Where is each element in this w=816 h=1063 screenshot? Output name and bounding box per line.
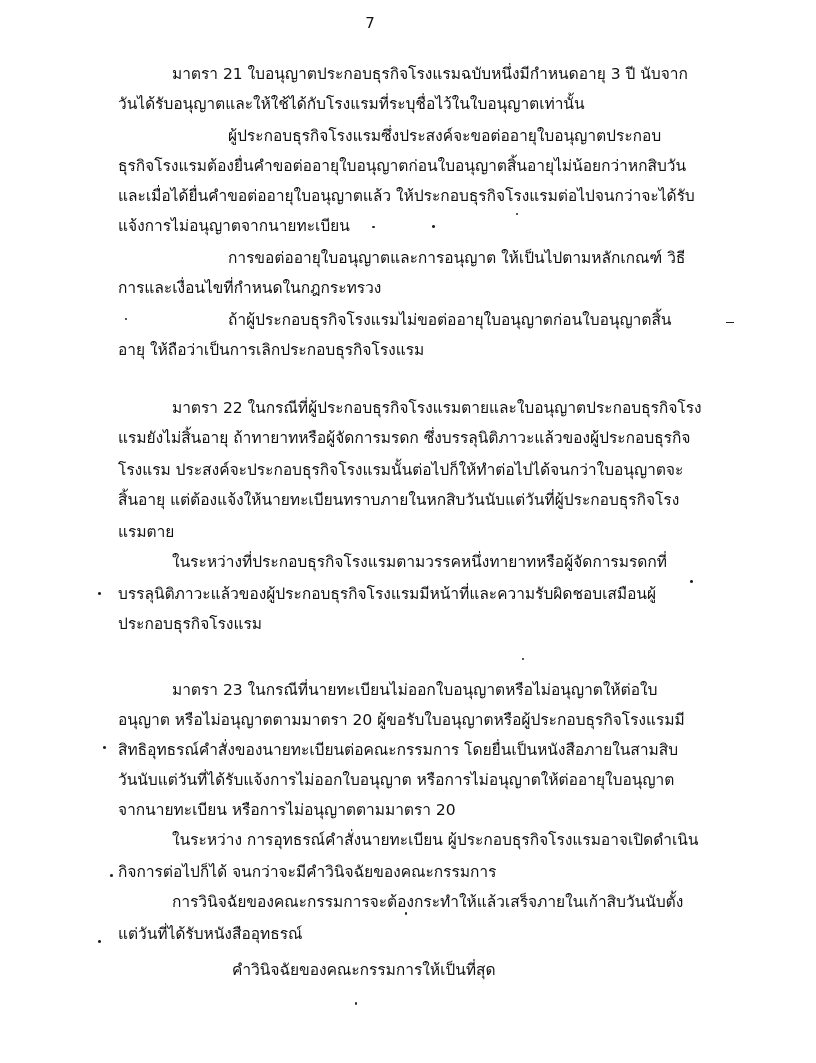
text-line: กิจการต่อไปก็ได้ จนกว่าจะมีคำวินิจฉัยของคณะกรรมการ xyxy=(118,863,497,881)
text-line: อายุ ให้ถือว่าเป็นการเลิกประกอบธุรกิจโรงแรม xyxy=(118,341,425,359)
scan-speck xyxy=(516,213,518,215)
text-line: สิทธิอุทธรณ์คำสั่งของนายทะเบียนต่อคณะกรรมการ โดยยื่นเป็นหนังสือภายในสามสิบ xyxy=(118,741,679,759)
text-line: วันนับแต่วันที่ได้รับแจ้งการไม่ออกใบอนุญาต หรือการไม่อนุญาตให้ต่ออายุใบอนุญาต xyxy=(118,771,675,789)
scan-speck xyxy=(98,940,101,943)
scan-speck xyxy=(432,225,435,228)
text-line: การขอต่ออายุใบอนุญาตและการอนุญาต ให้เป็นไปตามหลักเกณฑ์ วิธี xyxy=(228,249,686,267)
scan-speck xyxy=(125,318,127,320)
text-line: จากนายทะเบียน หรือการไม่อนุญาตตามมาตรา 20 xyxy=(118,801,456,819)
scan-speck xyxy=(103,746,106,749)
text-line: แต่วันที่ได้รับหนังสืออุทธรณ์ xyxy=(118,925,303,943)
text-line: ในระหว่างที่ประกอบธุรกิจโรงแรมตามวรรคหนึ่งทายาทหรือผู้จัดการมรดกที่ xyxy=(172,553,667,571)
scan-speck xyxy=(372,226,375,228)
scan-speck xyxy=(355,1002,357,1005)
text-line: มาตรา 22 ในกรณีที่ผู้ประกอบธุรกิจโรงแรมตายและใบอนุญาตประกอบธุรกิจโรง xyxy=(172,399,702,417)
text-line: การและเงื่อนไขที่กำหนดในกฎกระทรวง xyxy=(118,279,382,297)
scan-speck xyxy=(405,912,407,915)
scan-speck xyxy=(110,874,113,877)
text-line: แรมตาย xyxy=(118,523,175,541)
text-line: วันได้รับอนุญาตและให้ใช้ได้กับโรงแรมที่ระบุชื่อไว้ในใบอนุญาตเท่านั้น xyxy=(118,95,585,113)
scan-speck xyxy=(522,658,524,660)
page-number: 7 xyxy=(365,14,375,32)
text-line: บรรลุนิติภาวะแล้วของผู้ประกอบธุรกิจโรงแรมมีหน้าที่และความรับผิดชอบเสมือนผู้ xyxy=(118,585,657,603)
text-line: ธุรกิจโรงแรมต้องยื่นคำขอต่ออายุใบอนุญาตก่อนใบอนุญาตสิ้นอายุไม่น้อยกว่าหกสิบวัน xyxy=(118,157,687,175)
scan-speck xyxy=(690,580,693,583)
text-line: ถ้าผู้ประกอบธุรกิจโรงแรมไม่ขอต่ออายุใบอนุญาตก่อนใบอนุญาตสิ้น xyxy=(228,311,672,329)
text-line: แจ้งการไม่อนุญาตจากนายทะเบียน xyxy=(118,217,350,235)
text-line: มาตรา 21 ใบอนุญาตประกอบธุรกิจโรงแรมฉบับหนึ่งมีกำหนดอายุ 3 ปี นับจาก xyxy=(172,65,688,83)
text-line: ในระหว่าง การอุทธรณ์คำสั่งนายทะเบียน ผู้ประกอบธุรกิจโรงแรมอาจเปิดดำเนิน xyxy=(172,831,699,849)
text-line: มาตรา 23 ในกรณีที่นายทะเบียนไม่ออกใบอนุญาตหรือไม่อนุญาตให้ต่อใบ xyxy=(172,681,658,699)
text-line: การวินิจฉัยของคณะกรรมการจะต้องกระทำให้แล้วเสร็จภายในเก้าสิบวันนับตั้ง xyxy=(172,893,684,911)
text-line: อนุญาต หรือไม่อนุญาตตามมาตรา 20 ผู้ขอรับใบอนุญาตหรือผู้ประกอบธุรกิจโรงแรมมี xyxy=(118,711,685,729)
text-line: คำวินิจฉัยของคณะกรรมการให้เป็นที่สุด xyxy=(232,961,496,979)
text-line: และเมื่อได้ยื่นคำขอต่ออายุใบอนุญาตแล้ว ให้ประกอบธุรกิจโรงแรมต่อไปจนกว่าจะได้รับ xyxy=(118,187,695,205)
text-line: ผู้ประกอบธุรกิจโรงแรมซึ่งประสงค์จะขอต่ออายุใบอนุญาตประกอบ xyxy=(228,127,662,145)
text-line: สิ้นอายุ แต่ต้องแจ้งให้นายทะเบียนทราบภายในหกสิบวันนับแต่วันที่ผู้ประกอบธุรกิจโรง xyxy=(118,491,680,509)
text-line: โรงแรม ประสงค์จะประกอบธุรกิจโรงแรมนั้นต่อไปก็ให้ทำต่อไปได้จนกว่าใบอนุญาตจะ xyxy=(118,461,684,479)
text-line: ประกอบธุรกิจโรงแรม xyxy=(118,615,263,633)
text-line: แรมยังไม่สิ้นอายุ ถ้าทายาทหรือผู้จัดการมรดก ซึ่งบรรลุนิติภาวะแล้วของผู้ประกอบธุรกิจ xyxy=(118,429,691,447)
scan-speck xyxy=(98,592,101,595)
scan-speck xyxy=(726,322,734,323)
